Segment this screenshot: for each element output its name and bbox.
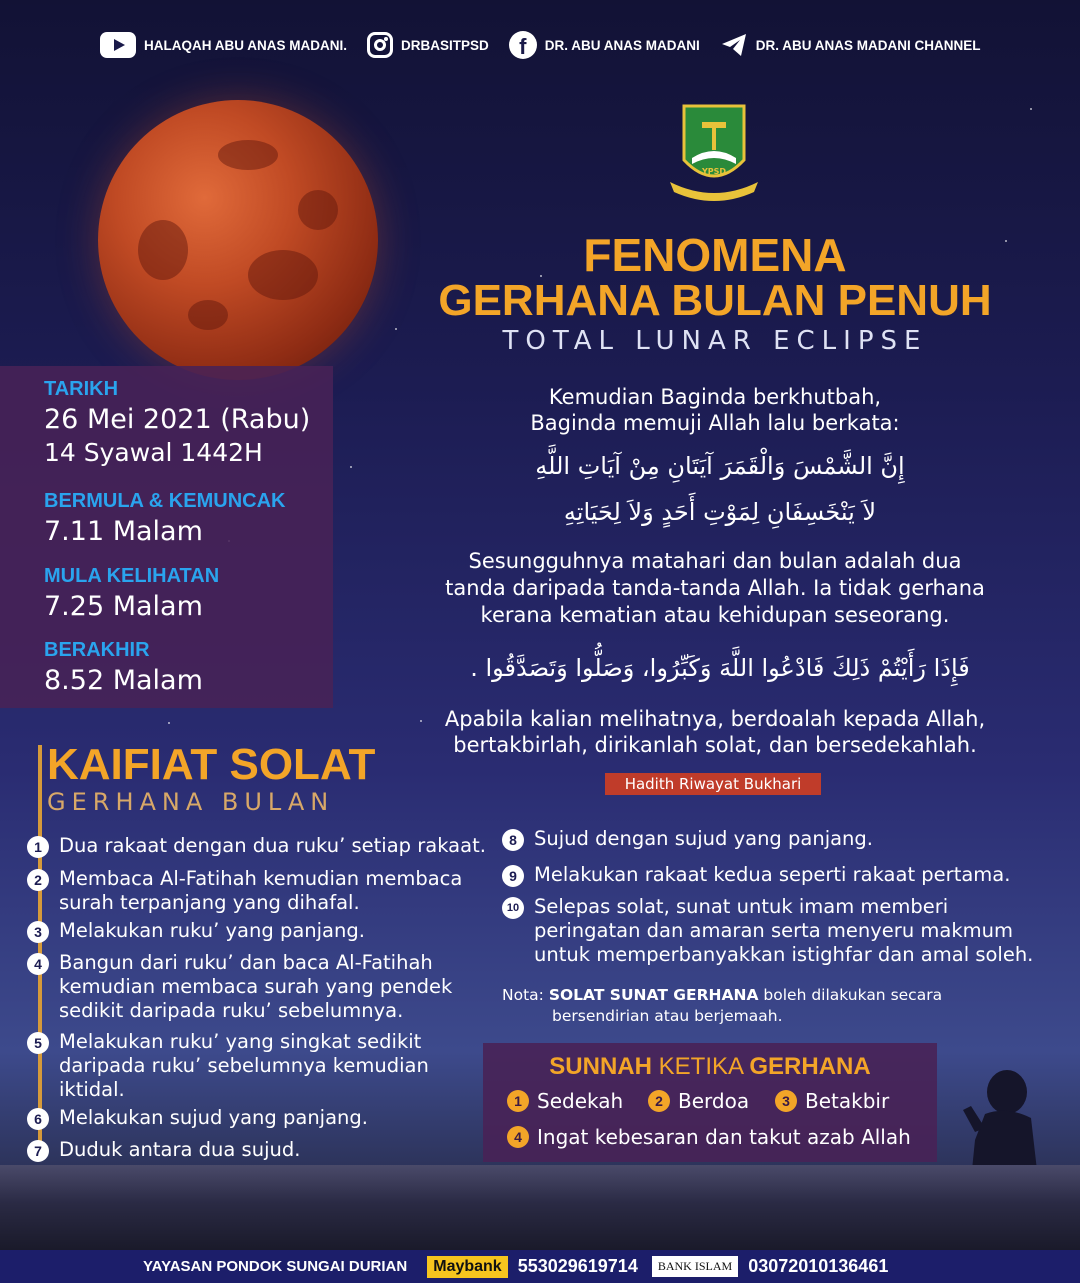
step-number: 1 [27, 836, 49, 858]
step-text: surah terpanjang yang dihafal. [59, 891, 360, 914]
eclipse-info-box [0, 366, 333, 708]
meaning-1-line-3: kerana kematian atau kehidupan seseorang. [480, 603, 950, 627]
page-subtitle: TOTAL LUNAR ECLIPSE [502, 326, 928, 356]
hadith-source-badge: Hadith Riwayat Bukhari [605, 773, 821, 795]
step-5 [27, 1030, 429, 1102]
step-text: Melakukan sujud yang panjang. [59, 1106, 368, 1129]
step-number: 8 [502, 829, 524, 851]
step-text: sedikit daripada ruku’ sebelumnya. [59, 999, 404, 1022]
step-10 [502, 895, 1033, 967]
sunnah-box [483, 1043, 937, 1162]
nota-rest: boleh dilakukan secara [763, 986, 943, 1004]
sunnah-label: Ingat kebesaran dan takut azab Allah [537, 1125, 911, 1149]
page-title-line2: GERHANA BULAN PENUH [438, 276, 992, 325]
nota-note [502, 985, 1022, 1027]
step-3 [27, 919, 365, 943]
step-9 [502, 863, 1010, 887]
step-text: Melakukan rakaat kedua seperti rakaat pertama. [534, 863, 1011, 886]
step-text: Melakukan ruku’ yang panjang. [59, 919, 365, 942]
step-text: peringatan dan amaran serta menyeru makmum [534, 919, 1013, 942]
social-youtube[interactable] [100, 32, 347, 58]
maybank-logo: Maybank [427, 1256, 507, 1278]
hadith-intro-2: Baginda memuji Allah lalu berkata: [530, 411, 900, 435]
social-bar [100, 28, 1000, 62]
youtube-label: HALAQAH ABU ANAS MADANI. [144, 37, 347, 53]
meaning-1-line-2: tanda daripada tanda-tanda Allah. Ia tidak gerhana [445, 576, 985, 600]
sunnah-label: Betakbir [805, 1089, 890, 1113]
tarikh-value: 26 Mei 2021 (Rabu) [44, 404, 311, 435]
step-8 [502, 827, 873, 851]
sunnah-title [483, 1053, 937, 1081]
step-4 [27, 951, 452, 1023]
kaifiat-title: KAIFIAT SOLAT [47, 740, 376, 789]
step-text: kemudian membaca surah yang pendek [59, 975, 453, 998]
arabic-line-3: فَإِذَا رَأَيْتُمْ ذَلِكَ فَادْعُوا اللَّهَ وَكَبِّرُوا، وَصَلُّوا وَتَصَدَّقُوا . [470, 654, 970, 682]
step-text: untuk memperbanyakkan istighfar dan amal soleh. [534, 943, 1034, 966]
sunnah-number: 3 [775, 1090, 797, 1112]
step-text: daripada ruku’ sebelumnya kemudian [59, 1054, 429, 1077]
instagram-label: DRBASITPSD [401, 37, 489, 53]
sunnah-title-light: KETIKA [658, 1053, 743, 1080]
sunnah-number: 2 [648, 1090, 670, 1112]
nota-label: Nota: [502, 986, 544, 1004]
meaning-1-line-1: Sesungguhnya matahari dan bulan adalah dua [468, 549, 962, 573]
landscape-water [0, 1165, 1080, 1250]
nota-bold: SOLAT SUNAT GERHANA [548, 986, 759, 1004]
page-title-line1: FENOMENA [583, 229, 847, 281]
meaning-2-line-2: bertakbirlah, dirikanlah solat, dan bersedekahlah. [453, 733, 977, 757]
sunnah-item-3 [775, 1089, 889, 1113]
telegram-icon [720, 31, 748, 59]
step-text: Duduk antara dua sujud. [59, 1138, 301, 1161]
step-text: Selepas solat, sunat untuk imam memberi [534, 895, 949, 918]
donation-footer [0, 1250, 1080, 1283]
sunnah-number: 1 [507, 1090, 529, 1112]
telegram-label: DR. ABU ANAS MADANI CHANNEL [755, 37, 981, 53]
bermula-label: BERMULA & KEMUNCAK [44, 490, 286, 512]
step-number: 6 [27, 1108, 49, 1130]
step-7 [27, 1138, 300, 1162]
tarikh-label: TARIKH [44, 378, 119, 400]
step-text: Membaca Al-Fatihah kemudian membaca [59, 867, 463, 890]
instagram-icon [367, 32, 393, 58]
youtube-icon [100, 32, 136, 58]
sunnah-title-bold2: GERHANA [749, 1053, 871, 1080]
facebook-icon: f [509, 31, 537, 59]
bank-islam-logo: BANK ISLAM [652, 1256, 738, 1277]
hadith-intro-1: Kemudian Baginda berkhutbah, [548, 385, 882, 409]
nota-line2: bersendirian atau berjemaah. [552, 1007, 783, 1025]
sunnah-item-1 [507, 1089, 623, 1113]
step-text: iktidal. [59, 1078, 125, 1101]
berakhir-value: 8.52 Malam [44, 665, 203, 696]
logo-text: YPSD [701, 167, 727, 176]
tarikh-hijri: 14 Syawal 1442H [44, 438, 263, 467]
step-number: 3 [27, 921, 49, 943]
step-text: Dua rakaat dengan dua ruku’ setiap rakaat. [59, 834, 486, 857]
arabic-line-2: لاَ يَنْخَسِفَانِ لِمَوْتِ أَحَدٍ وَلاَ لِحَيَاتِهِ [563, 498, 877, 526]
step-1 [27, 834, 486, 858]
step-text: Sujud dengan sujud yang panjang. [534, 827, 873, 850]
step-6 [27, 1106, 368, 1130]
kaifiat-subtitle: GERHANA BULAN [47, 788, 335, 816]
step-number: 7 [27, 1140, 49, 1162]
social-facebook[interactable] [509, 31, 700, 59]
social-telegram[interactable] [720, 31, 981, 59]
meaning-2-line-1: Apabila kalian melihatnya, berdoalah kepada Allah, [444, 707, 986, 731]
step-2 [27, 867, 462, 915]
ypsd-logo [668, 100, 760, 204]
step-number: 2 [27, 869, 49, 891]
mula-value: 7.25 Malam [44, 591, 203, 622]
sunnah-title-bold1: SUNNAH [549, 1053, 652, 1080]
blood-moon-image [98, 100, 378, 380]
sunnah-label: Berdoa [678, 1089, 750, 1113]
social-instagram[interactable] [367, 32, 489, 58]
arabic-line-1: إِنَّ الشَّمْسَ وَالْقَمَرَ آيَتَانِ مِنْ آيَاتِ اللَّهِ [535, 452, 905, 480]
sunnah-item-4 [507, 1125, 911, 1149]
step-number: 4 [27, 953, 49, 975]
maybank-account: 553029619714 [517, 1256, 638, 1276]
sunnah-label: Sedekah [537, 1089, 624, 1113]
mula-label: MULA KELIHATAN [44, 565, 220, 587]
step-text: Melakukan ruku’ yang singkat sedikit [59, 1030, 422, 1053]
step-number: 5 [27, 1032, 49, 1054]
berakhir-label: BERAKHIR [44, 639, 150, 661]
sunnah-item-2 [648, 1089, 749, 1113]
sunnah-number: 4 [507, 1126, 529, 1148]
step-number: 9 [502, 865, 524, 887]
facebook-label: DR. ABU ANAS MADANI [544, 37, 700, 53]
bank-islam-account: 03072010136461 [748, 1256, 889, 1276]
step-number: 10 [502, 897, 524, 919]
step-text: Bangun dari ruku’ dan baca Al-Fatihah [59, 951, 433, 974]
bermula-value: 7.11 Malam [44, 516, 203, 547]
footer-org: YAYASAN PONDOK SUNGAI DURIAN [143, 1258, 408, 1275]
